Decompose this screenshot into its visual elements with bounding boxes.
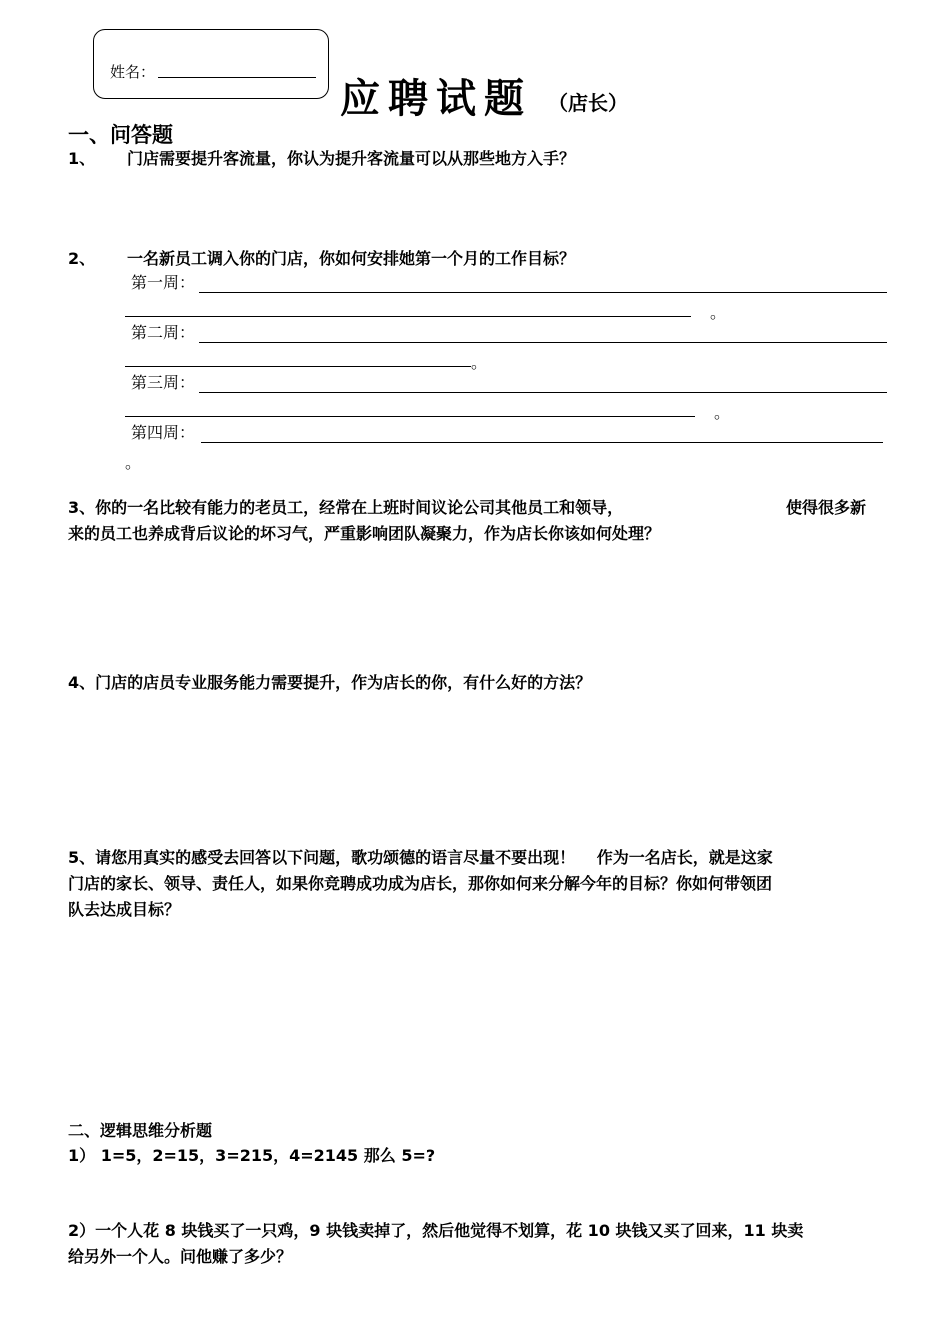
week-1-line-1[interactable] — [199, 292, 887, 293]
week-1-label: 第一周： — [131, 273, 196, 292]
question-3-text-a: 3、你的一名比较有能力的老员工，经常在上班时间议论公司其他员工和领导， — [68, 498, 624, 517]
name-label: 姓名： — [110, 63, 156, 81]
question-3-text-c: 来的员工也养成背后议论的坏习气，严重影响团队凝聚力，作为店长你该如何处理？ — [68, 524, 661, 543]
week-3-line-2[interactable] — [125, 416, 695, 417]
week-3-label: 第三周： — [131, 373, 196, 392]
week-2-label: 第二周： — [131, 323, 196, 342]
week-4-line-1[interactable] — [201, 442, 883, 443]
name-field[interactable] — [158, 77, 316, 78]
logic-question-2-line-2: 给另外一个人。问他赚了多少？ — [68, 1247, 293, 1266]
question-5-line-1: 5、请您用真实的感受去回答以下问题，歌功颂德的语言尽量不要出现！ 作为一名店长，就是这家 — [68, 848, 773, 867]
question-4-text: 4、门店的店员专业服务能力需要提升，作为店长的你，有什么好的方法？ — [68, 673, 592, 692]
section-heading-qa: 一、问答题 — [68, 123, 173, 147]
week-2-line-1[interactable] — [199, 342, 887, 343]
question-5-line-2: 门店的家长、领导、责任人，如果你竞聘成功成为店长，那你如何来分解今年的目标？你如何带领团 — [68, 874, 773, 893]
question-3-text-b: 使得很多新 — [786, 498, 867, 517]
page-title: 应聘试题 — [340, 75, 532, 122]
question-1-text: 门店需要提升客流量，你认为提升客流量可以从那些地方入手？ — [127, 149, 576, 168]
logic-question-1: 1） 1=5，2=15，3=215，4=2145 那么 5=? — [68, 1146, 436, 1165]
question-1-number: 1、 — [68, 149, 96, 168]
week-1-period: 。 — [710, 303, 727, 322]
page-subtitle: （店长） — [548, 91, 628, 115]
question-2-text: 一名新员工调入你的门店，你如何安排她第一个月的工作目标？ — [127, 249, 576, 268]
question-2-number: 2、 — [68, 249, 96, 268]
week-4-label: 第四周： — [131, 423, 196, 442]
name-box — [93, 29, 329, 99]
week-2-period: 。 — [471, 353, 488, 372]
week-2-line-2[interactable] — [125, 366, 471, 367]
week-3-period: 。 — [714, 403, 731, 422]
question-5-line-3: 队去达成目标？ — [68, 900, 181, 919]
logic-question-2-line-1: 2）一个人花 8 块钱买了一只鸡，9 块钱卖掉了，然后他觉得不划算，花 10 块钱又买了回来，11 块卖 — [68, 1221, 804, 1240]
week-4-period: 。 — [125, 453, 142, 472]
week-1-line-2[interactable] — [125, 316, 691, 317]
section-heading-logic: 二、逻辑思维分析题 — [68, 1121, 213, 1140]
week-3-line-1[interactable] — [199, 392, 887, 393]
